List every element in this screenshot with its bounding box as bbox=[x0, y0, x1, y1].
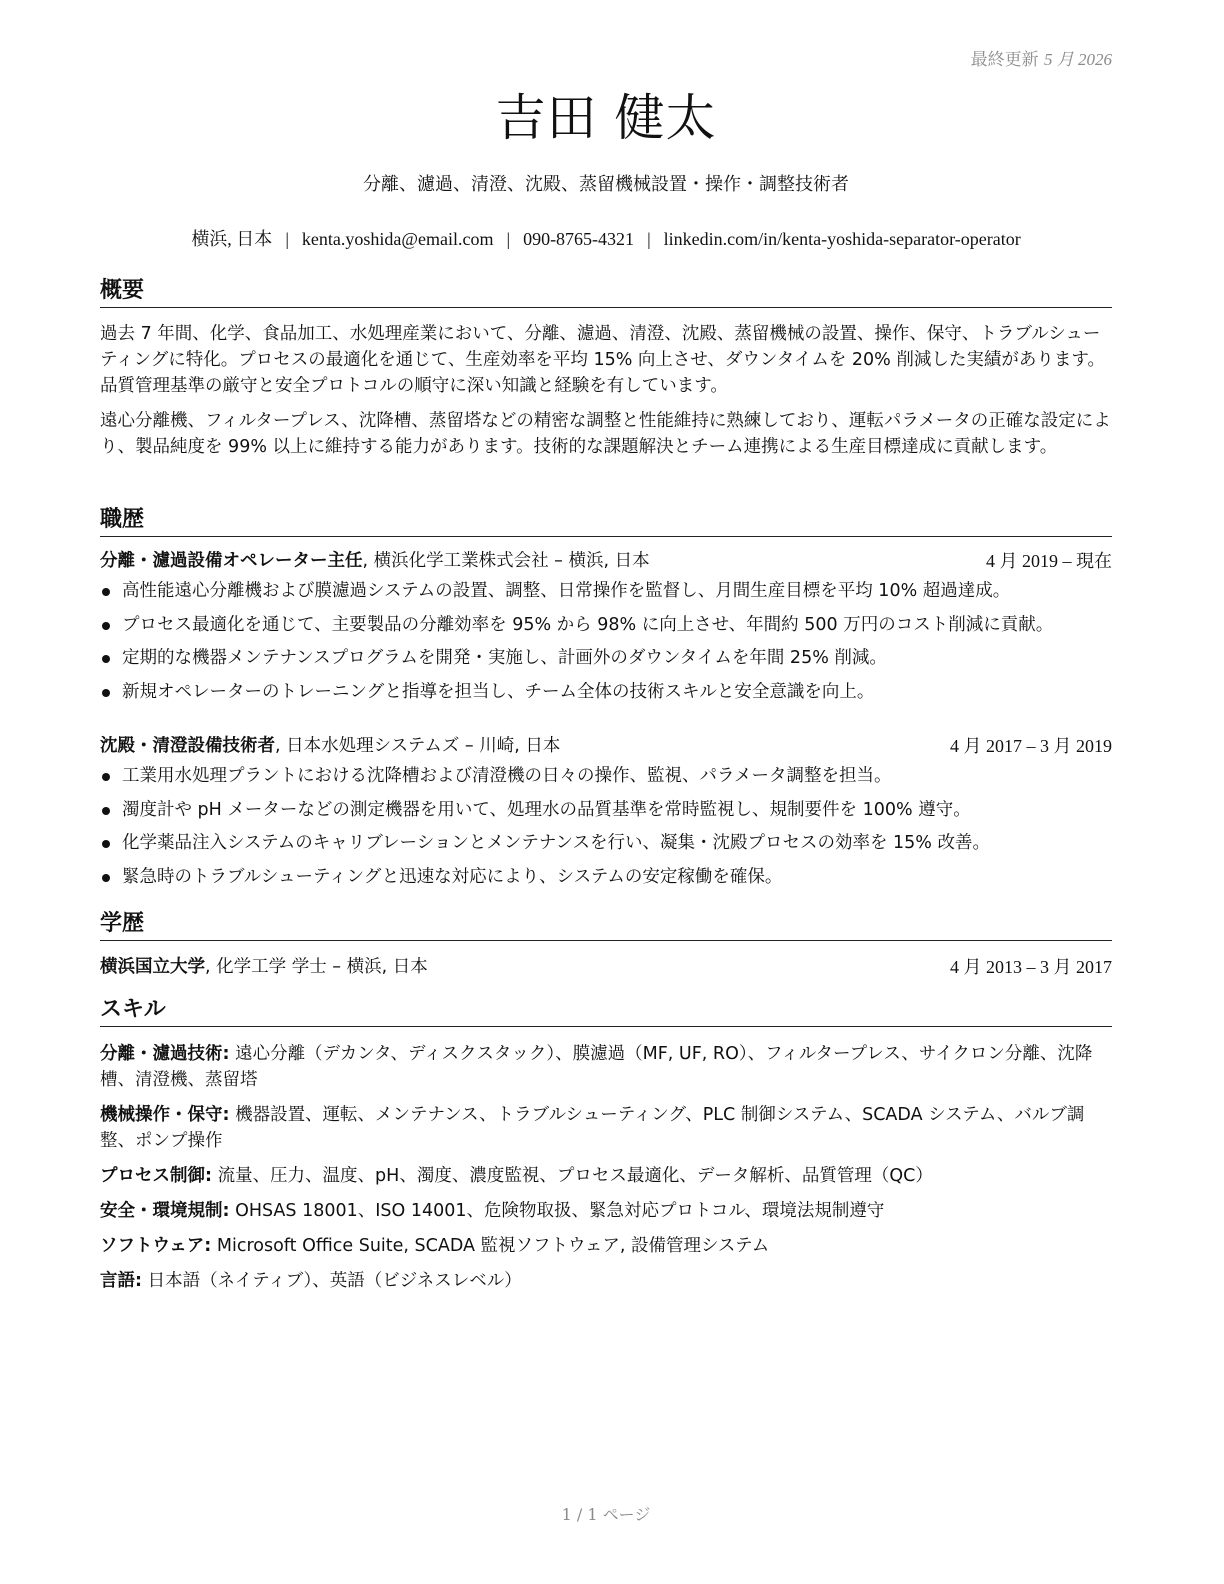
contact-email[interactable]: kenta.yoshida@email.com bbox=[301, 229, 494, 249]
education-date: 4 月 2013 – 3 月 2017 bbox=[950, 957, 1112, 977]
skill-row bbox=[100, 1041, 1112, 1093]
skill-label: 言語: bbox=[100, 1271, 142, 1291]
degree-detail: , 化学工学 学士 – 横浜, 日本 bbox=[205, 957, 428, 977]
contact-linkedin[interactable]: linkedin.com/in/kenta-yoshida-separator-operator bbox=[663, 229, 1021, 249]
section-title-education: 学歴 bbox=[100, 910, 1112, 941]
job-title: 分離・濾過設備オペレーター主任 bbox=[100, 551, 363, 571]
education-entry bbox=[100, 955, 1112, 979]
job-header bbox=[100, 734, 1112, 758]
section-title-experience: 職歴 bbox=[100, 506, 1112, 537]
skill-value: 日本語（ネイティブ）、英語（ビジネスレベル） bbox=[142, 1271, 522, 1291]
job-date: 4 月 2017 – 3 月 2019 bbox=[950, 736, 1112, 756]
skill-row bbox=[100, 1268, 1112, 1294]
list-item: 化学薬品注入システムのキャリブレーションとメンテナンスを行い、凝集・沈殿プロセスの効率を 15% 改善。 bbox=[100, 827, 1112, 861]
list-item: 高性能遠心分離機および膜濾過システムの設置、調整、日常操作を監督し、月間生産目標を平均 10% 超過達成。 bbox=[100, 575, 1112, 609]
list-item: 濁度計や pH メーターなどの測定機器を用いて、処理水の品質基準を常時監視し、規制要件を 100% 遵守。 bbox=[100, 794, 1112, 828]
last-updated bbox=[971, 45, 1112, 70]
resume-page bbox=[100, 0, 1112, 1584]
skill-row bbox=[100, 1163, 1112, 1189]
contact-phone: 090-8765-4321 bbox=[523, 229, 635, 249]
skill-row bbox=[100, 1233, 1112, 1259]
job-header bbox=[100, 549, 1112, 573]
skill-value: 遠心分離（デカンタ、ディスクスタック）、膜濾過（MF, UF, RO）、フィルタープレス、サイクロン分離、沈降槽、清澄機、蒸留塔 bbox=[100, 1044, 1093, 1090]
summary-paragraph: 過去 7 年間、化学、食品加工、水処理産業において、分離、濾過、清澄、沈殿、蒸留機械の設置、操作、保守、トラブルシューティングに特化。プロセスの最適化を通じて、生産効率を平均 15% 向上させ、ダウンタイムを 20% 削減した実績があります。品質管理基準の厳守と安全プロトコルの順守に深い知識と経験を有しています。 bbox=[100, 324, 1105, 396]
contact-separator: | bbox=[647, 229, 651, 249]
job-title: 沈殿・清澄設備技術者 bbox=[100, 736, 275, 756]
job-date: 4 月 2019 – 現在 bbox=[986, 551, 1112, 571]
contact-separator: | bbox=[285, 229, 289, 249]
contact-separator: | bbox=[506, 229, 511, 249]
list-item: 新規オペレーターのトレーニングと指導を担当し、チーム全体の技術スキルと安全意識を向上。 bbox=[100, 676, 1112, 710]
summary-paragraph: 遠心分離機、フィルタープレス、沈降槽、蒸留塔などの精密な調整と性能維持に熟練しており、運転パラメータの正確な設定により、製品純度を 99% 以上に維持する能力があります。技術的な課題解決とチーム連携による生産目標達成に貢献します。 bbox=[100, 411, 1111, 457]
skill-label: ソフトウェア: bbox=[100, 1236, 212, 1256]
job-organization: , 日本水処理システムズ – 川崎, 日本 bbox=[275, 736, 561, 756]
contact-line bbox=[100, 225, 1112, 251]
skill-row bbox=[100, 1102, 1112, 1154]
list-item: プロセス最適化を通じて、主要製品の分離効率を 95% から 98% に向上させ、年間約 500 万円のコスト削減に貢献。 bbox=[100, 609, 1112, 643]
section-title-skills: スキル bbox=[100, 996, 1112, 1027]
job-bullets bbox=[100, 575, 1112, 709]
candidate-role: 分離、濾過、清澄、沈殿、蒸留機械設置・操作・調整技術者 bbox=[363, 174, 849, 195]
skill-label: 機械操作・保守: bbox=[100, 1105, 230, 1125]
skill-value: 機器設置、運転、メンテナンス、トラブルシューティング、PLC 制御システム、SCADA システム、バルブ調整、ポンプ操作 bbox=[100, 1105, 1085, 1151]
school-name: 横浜国立大学 bbox=[100, 957, 205, 977]
contact-location: 横浜, 日本 bbox=[191, 229, 273, 249]
skill-row bbox=[100, 1198, 1112, 1224]
job-bullets bbox=[100, 760, 1112, 894]
last-updated-date: 5 月 2026 bbox=[1044, 50, 1112, 69]
list-item: 定期的な機器メンテナンスプログラムを開発・実施し、計画外のダウンタイムを年間 25% 削減。 bbox=[100, 642, 1112, 676]
skill-label: 安全・環境規制: bbox=[100, 1201, 230, 1221]
skill-label: 分離・濾過技術: bbox=[100, 1044, 230, 1064]
last-updated-label: 最終更新 bbox=[970, 50, 1039, 70]
section-title-summary: 概要 bbox=[100, 277, 1112, 308]
list-item: 緊急時のトラブルシューティングと迅速な対応により、システムの安定稼働を確保。 bbox=[100, 861, 1112, 895]
skill-value: Microsoft Office Suite, SCADA 監視ソフトウェア, 設備管理システム bbox=[211, 1236, 770, 1256]
job-organization: , 横浜化学工業株式会社 – 横浜, 日本 bbox=[362, 551, 650, 571]
skill-value: 流量、圧力、温度、pH、濁度、濃度監視、プロセス最適化、データ解析、品質管理（QC） bbox=[212, 1166, 933, 1186]
page-indicator: 1 / 1 ページ bbox=[561, 1505, 651, 1524]
skill-value: OHSAS 18001、ISO 14001、危険物取扱、緊急対応プロトコル、環境法規制遵守 bbox=[229, 1201, 885, 1221]
skill-label: プロセス制御: bbox=[100, 1166, 212, 1186]
candidate-name: 吉田 健太 bbox=[495, 89, 717, 147]
list-item: 工業用水処理プラントにおける沈降槽および清澄機の日々の操作、監視、パラメータ調整を担当。 bbox=[100, 760, 1112, 794]
